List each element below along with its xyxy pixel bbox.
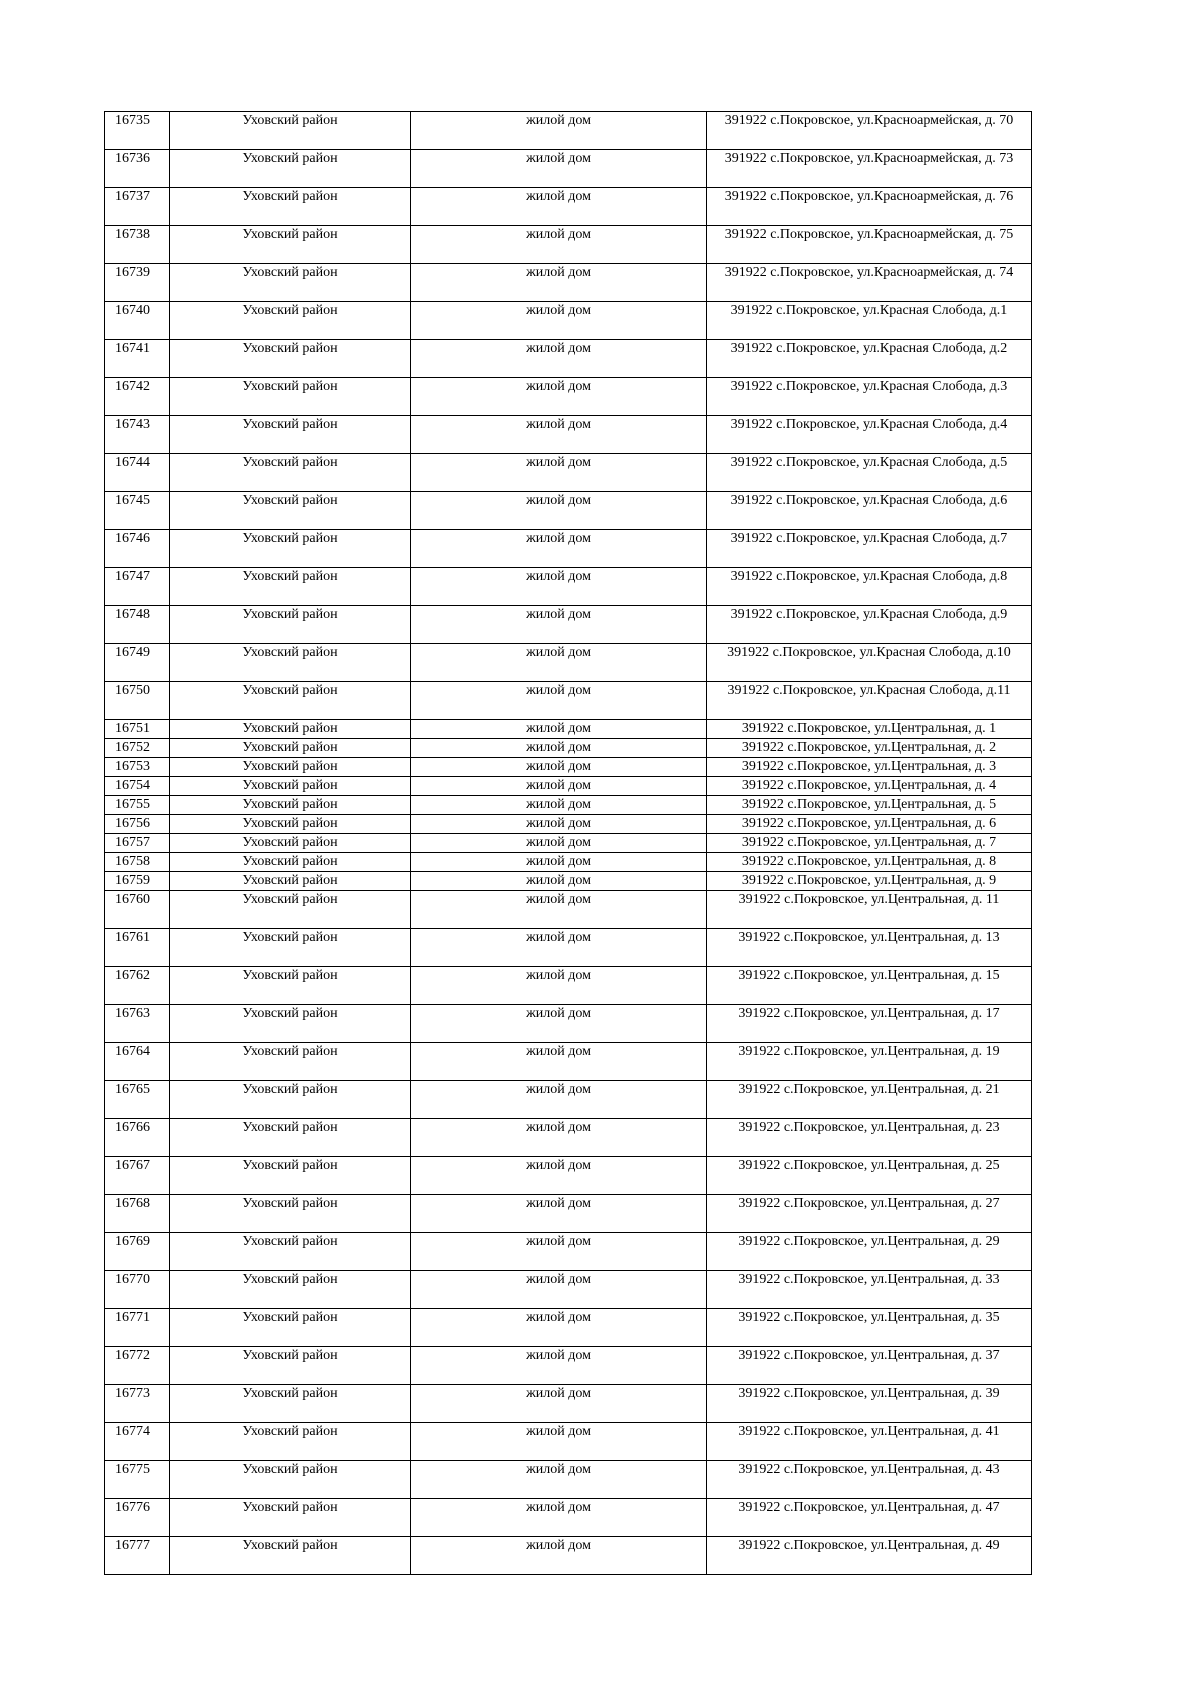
building-type-cell: жилой дом [411, 1309, 707, 1347]
district-cell: Уховский район [170, 834, 411, 853]
row-number: 16738 [105, 226, 170, 264]
district-cell: Уховский район [170, 1461, 411, 1499]
building-type-cell: жилой дом [411, 1461, 707, 1499]
row-number: 16741 [105, 340, 170, 378]
row-number: 16752 [105, 739, 170, 758]
table-row [105, 1271, 1032, 1309]
table-row [105, 568, 1032, 606]
building-type-cell: жилой дом [411, 454, 707, 492]
address-cell: 391922 с.Покровское, ул.Центральная, д. 19 [707, 1043, 1032, 1081]
table-row [105, 967, 1032, 1005]
row-number: 16754 [105, 777, 170, 796]
building-type-cell: жилой дом [411, 568, 707, 606]
row-number: 16772 [105, 1347, 170, 1385]
table-row [105, 1461, 1032, 1499]
district-cell: Уховский район [170, 1537, 411, 1575]
district-cell: Уховский район [170, 891, 411, 929]
building-type-cell: жилой дом [411, 1157, 707, 1195]
row-number: 16759 [105, 872, 170, 891]
district-cell: Уховский район [170, 378, 411, 416]
row-number: 16756 [105, 815, 170, 834]
address-cell: 391922 с.Покровское, ул.Центральная, д. 2 [707, 739, 1032, 758]
row-number: 16740 [105, 302, 170, 340]
table-row [105, 264, 1032, 302]
building-type-cell: жилой дом [411, 1347, 707, 1385]
table-row [105, 1005, 1032, 1043]
building-type-cell: жилой дом [411, 416, 707, 454]
building-type-cell: жилой дом [411, 796, 707, 815]
address-cell: 391922 с.Покровское, ул.Центральная, д. 47 [707, 1499, 1032, 1537]
table-row [105, 815, 1032, 834]
district-cell: Уховский район [170, 606, 411, 644]
table-row [105, 1157, 1032, 1195]
building-type-cell: жилой дом [411, 492, 707, 530]
address-cell: 391922 с.Покровское, ул.Красная Слобода, д.1 [707, 302, 1032, 340]
table-row [105, 1499, 1032, 1537]
district-cell: Уховский район [170, 1499, 411, 1537]
building-type-cell: жилой дом [411, 378, 707, 416]
building-type-cell: жилой дом [411, 1385, 707, 1423]
address-cell: 391922 с.Покровское, ул.Центральная, д. 35 [707, 1309, 1032, 1347]
housing-registry-table [104, 111, 1032, 1575]
building-type-cell: жилой дом [411, 1499, 707, 1537]
address-cell: 391922 с.Покровское, ул.Центральная, д. 41 [707, 1423, 1032, 1461]
table-row [105, 834, 1032, 853]
row-number: 16746 [105, 530, 170, 568]
building-type-cell: жилой дом [411, 644, 707, 682]
row-number: 16750 [105, 682, 170, 720]
address-cell: 391922 с.Покровское, ул.Центральная, д. 11 [707, 891, 1032, 929]
district-cell: Уховский район [170, 302, 411, 340]
table-row [105, 416, 1032, 454]
district-cell: Уховский район [170, 739, 411, 758]
table-row [105, 606, 1032, 644]
building-type-cell: жилой дом [411, 1537, 707, 1575]
table-row [105, 777, 1032, 796]
district-cell: Уховский район [170, 1195, 411, 1233]
building-type-cell: жилой дом [411, 720, 707, 739]
district-cell: Уховский район [170, 644, 411, 682]
address-cell: 391922 с.Покровское, ул.Центральная, д. 27 [707, 1195, 1032, 1233]
row-number: 16758 [105, 853, 170, 872]
table-row [105, 492, 1032, 530]
table-row [105, 644, 1032, 682]
district-cell: Уховский район [170, 929, 411, 967]
building-type-cell: жилой дом [411, 112, 707, 150]
address-cell: 391922 с.Покровское, ул.Центральная, д. 7 [707, 834, 1032, 853]
row-number: 16768 [105, 1195, 170, 1233]
district-cell: Уховский район [170, 872, 411, 891]
row-number: 16749 [105, 644, 170, 682]
building-type-cell: жилой дом [411, 340, 707, 378]
row-number: 16774 [105, 1423, 170, 1461]
building-type-cell: жилой дом [411, 891, 707, 929]
building-type-cell: жилой дом [411, 834, 707, 853]
district-cell: Уховский район [170, 1043, 411, 1081]
row-number: 16767 [105, 1157, 170, 1195]
district-cell: Уховский район [170, 815, 411, 834]
district-cell: Уховский район [170, 264, 411, 302]
address-cell: 391922 с.Покровское, ул.Красная Слобода, д.8 [707, 568, 1032, 606]
table-row [105, 1233, 1032, 1271]
row-number: 16769 [105, 1233, 170, 1271]
building-type-cell: жилой дом [411, 777, 707, 796]
address-cell: 391922 с.Покровское, ул.Красноармейская, д. 76 [707, 188, 1032, 226]
address-cell: 391922 с.Покровское, ул.Красная Слобода, д.9 [707, 606, 1032, 644]
address-cell: 391922 с.Покровское, ул.Центральная, д. 39 [707, 1385, 1032, 1423]
address-cell: 391922 с.Покровское, ул.Центральная, д. 33 [707, 1271, 1032, 1309]
address-cell: 391922 с.Покровское, ул.Центральная, д. 29 [707, 1233, 1032, 1271]
building-type-cell: жилой дом [411, 188, 707, 226]
row-number: 16739 [105, 264, 170, 302]
district-cell: Уховский район [170, 1233, 411, 1271]
address-cell: 391922 с.Покровское, ул.Красная Слобода, д.11 [707, 682, 1032, 720]
district-cell: Уховский район [170, 796, 411, 815]
row-number: 16764 [105, 1043, 170, 1081]
district-cell: Уховский район [170, 226, 411, 264]
table-row [105, 1423, 1032, 1461]
address-cell: 391922 с.Покровское, ул.Центральная, д. 17 [707, 1005, 1032, 1043]
row-number: 16737 [105, 188, 170, 226]
address-cell: 391922 с.Покровское, ул.Центральная, д. 1 [707, 720, 1032, 739]
building-type-cell: жилой дом [411, 682, 707, 720]
district-cell: Уховский район [170, 188, 411, 226]
district-cell: Уховский район [170, 1347, 411, 1385]
building-type-cell: жилой дом [411, 1043, 707, 1081]
district-cell: Уховский район [170, 112, 411, 150]
district-cell: Уховский район [170, 853, 411, 872]
table-row [105, 758, 1032, 777]
table-row [105, 112, 1032, 150]
address-cell: 391922 с.Покровское, ул.Центральная, д. 49 [707, 1537, 1032, 1575]
table-row [105, 1537, 1032, 1575]
table-row [105, 150, 1032, 188]
building-type-cell: жилой дом [411, 1271, 707, 1309]
row-number: 16745 [105, 492, 170, 530]
building-type-cell: жилой дом [411, 1195, 707, 1233]
district-cell: Уховский район [170, 416, 411, 454]
row-number: 16777 [105, 1537, 170, 1575]
address-cell: 391922 с.Покровское, ул.Красная Слобода, д.2 [707, 340, 1032, 378]
building-type-cell: жилой дом [411, 758, 707, 777]
district-cell: Уховский район [170, 454, 411, 492]
building-type-cell: жилой дом [411, 606, 707, 644]
row-number: 16776 [105, 1499, 170, 1537]
row-number: 16766 [105, 1119, 170, 1157]
table-row [105, 378, 1032, 416]
address-cell: 391922 с.Покровское, ул.Центральная, д. 43 [707, 1461, 1032, 1499]
address-cell: 391922 с.Покровское, ул.Красная Слобода, д.4 [707, 416, 1032, 454]
district-cell: Уховский район [170, 150, 411, 188]
table-row [105, 1309, 1032, 1347]
address-cell: 391922 с.Покровское, ул.Центральная, д. 37 [707, 1347, 1032, 1385]
table-row [105, 340, 1032, 378]
row-number: 16742 [105, 378, 170, 416]
address-cell: 391922 с.Покровское, ул.Центральная, д. 25 [707, 1157, 1032, 1195]
building-type-cell: жилой дом [411, 150, 707, 188]
district-cell: Уховский район [170, 1119, 411, 1157]
row-number: 16747 [105, 568, 170, 606]
table-row [105, 1043, 1032, 1081]
building-type-cell: жилой дом [411, 739, 707, 758]
district-cell: Уховский район [170, 1385, 411, 1423]
row-number: 16760 [105, 891, 170, 929]
address-cell: 391922 с.Покровское, ул.Центральная, д. 9 [707, 872, 1032, 891]
table-row [105, 891, 1032, 929]
district-cell: Уховский район [170, 1157, 411, 1195]
district-cell: Уховский район [170, 777, 411, 796]
row-number: 16753 [105, 758, 170, 777]
address-cell: 391922 с.Покровское, ул.Красноармейская, д. 73 [707, 150, 1032, 188]
row-number: 16757 [105, 834, 170, 853]
table-row [105, 1081, 1032, 1119]
building-type-cell: жилой дом [411, 1081, 707, 1119]
row-number: 16735 [105, 112, 170, 150]
row-number: 16773 [105, 1385, 170, 1423]
registry-body [105, 112, 1032, 1575]
address-cell: 391922 с.Покровское, ул.Центральная, д. 8 [707, 853, 1032, 872]
address-cell: 391922 с.Покровское, ул.Центральная, д. 21 [707, 1081, 1032, 1119]
address-cell: 391922 с.Покровское, ул.Красная Слобода, д.6 [707, 492, 1032, 530]
district-cell: Уховский район [170, 1271, 411, 1309]
table-row [105, 1347, 1032, 1385]
district-cell: Уховский район [170, 568, 411, 606]
table-row [105, 929, 1032, 967]
row-number: 16761 [105, 929, 170, 967]
table-row [105, 1119, 1032, 1157]
building-type-cell: жилой дом [411, 264, 707, 302]
address-cell: 391922 с.Покровское, ул.Красноармейская, д. 74 [707, 264, 1032, 302]
district-cell: Уховский район [170, 1423, 411, 1461]
table-row [105, 720, 1032, 739]
address-cell: 391922 с.Покровское, ул.Центральная, д. 15 [707, 967, 1032, 1005]
district-cell: Уховский район [170, 758, 411, 777]
district-cell: Уховский район [170, 720, 411, 739]
row-number: 16744 [105, 454, 170, 492]
table-row [105, 188, 1032, 226]
address-cell: 391922 с.Покровское, ул.Красная Слобода, д.10 [707, 644, 1032, 682]
district-cell: Уховский район [170, 530, 411, 568]
table-row [105, 796, 1032, 815]
table-row [105, 853, 1032, 872]
table-row [105, 302, 1032, 340]
row-number: 16763 [105, 1005, 170, 1043]
row-number: 16751 [105, 720, 170, 739]
building-type-cell: жилой дом [411, 815, 707, 834]
row-number: 16736 [105, 150, 170, 188]
address-cell: 391922 с.Покровское, ул.Центральная, д. 23 [707, 1119, 1032, 1157]
address-cell: 391922 с.Покровское, ул.Красная Слобода, д.3 [707, 378, 1032, 416]
address-cell: 391922 с.Покровское, ул.Красноармейская, д. 75 [707, 226, 1032, 264]
building-type-cell: жилой дом [411, 226, 707, 264]
row-number: 16755 [105, 796, 170, 815]
table-row [105, 739, 1032, 758]
address-cell: 391922 с.Покровское, ул.Красная Слобода, д.7 [707, 530, 1032, 568]
row-number: 16748 [105, 606, 170, 644]
building-type-cell: жилой дом [411, 1005, 707, 1043]
building-type-cell: жилой дом [411, 1233, 707, 1271]
row-number: 16762 [105, 967, 170, 1005]
address-cell: 391922 с.Покровское, ул.Красная Слобода, д.5 [707, 454, 1032, 492]
table-row [105, 1385, 1032, 1423]
table-row [105, 530, 1032, 568]
building-type-cell: жилой дом [411, 1119, 707, 1157]
district-cell: Уховский район [170, 682, 411, 720]
address-cell: 391922 с.Покровское, ул.Центральная, д. 3 [707, 758, 1032, 777]
row-number: 16765 [105, 1081, 170, 1119]
building-type-cell: жилой дом [411, 872, 707, 891]
district-cell: Уховский район [170, 492, 411, 530]
address-cell: 391922 с.Покровское, ул.Центральная, д. 13 [707, 929, 1032, 967]
building-type-cell: жилой дом [411, 302, 707, 340]
building-type-cell: жилой дом [411, 853, 707, 872]
address-cell: 391922 с.Покровское, ул.Центральная, д. 4 [707, 777, 1032, 796]
table-row [105, 682, 1032, 720]
district-cell: Уховский район [170, 967, 411, 1005]
address-cell: 391922 с.Покровское, ул.Красноармейская, д. 70 [707, 112, 1032, 150]
district-cell: Уховский район [170, 340, 411, 378]
building-type-cell: жилой дом [411, 929, 707, 967]
district-cell: Уховский район [170, 1005, 411, 1043]
table-row [105, 226, 1032, 264]
row-number: 16771 [105, 1309, 170, 1347]
building-type-cell: жилой дом [411, 530, 707, 568]
district-cell: Уховский район [170, 1081, 411, 1119]
row-number: 16770 [105, 1271, 170, 1309]
address-cell: 391922 с.Покровское, ул.Центральная, д. 5 [707, 796, 1032, 815]
building-type-cell: жилой дом [411, 1423, 707, 1461]
table-row [105, 872, 1032, 891]
row-number: 16743 [105, 416, 170, 454]
table-row [105, 1195, 1032, 1233]
table-row [105, 454, 1032, 492]
address-cell: 391922 с.Покровское, ул.Центральная, д. 6 [707, 815, 1032, 834]
building-type-cell: жилой дом [411, 967, 707, 1005]
district-cell: Уховский район [170, 1309, 411, 1347]
row-number: 16775 [105, 1461, 170, 1499]
